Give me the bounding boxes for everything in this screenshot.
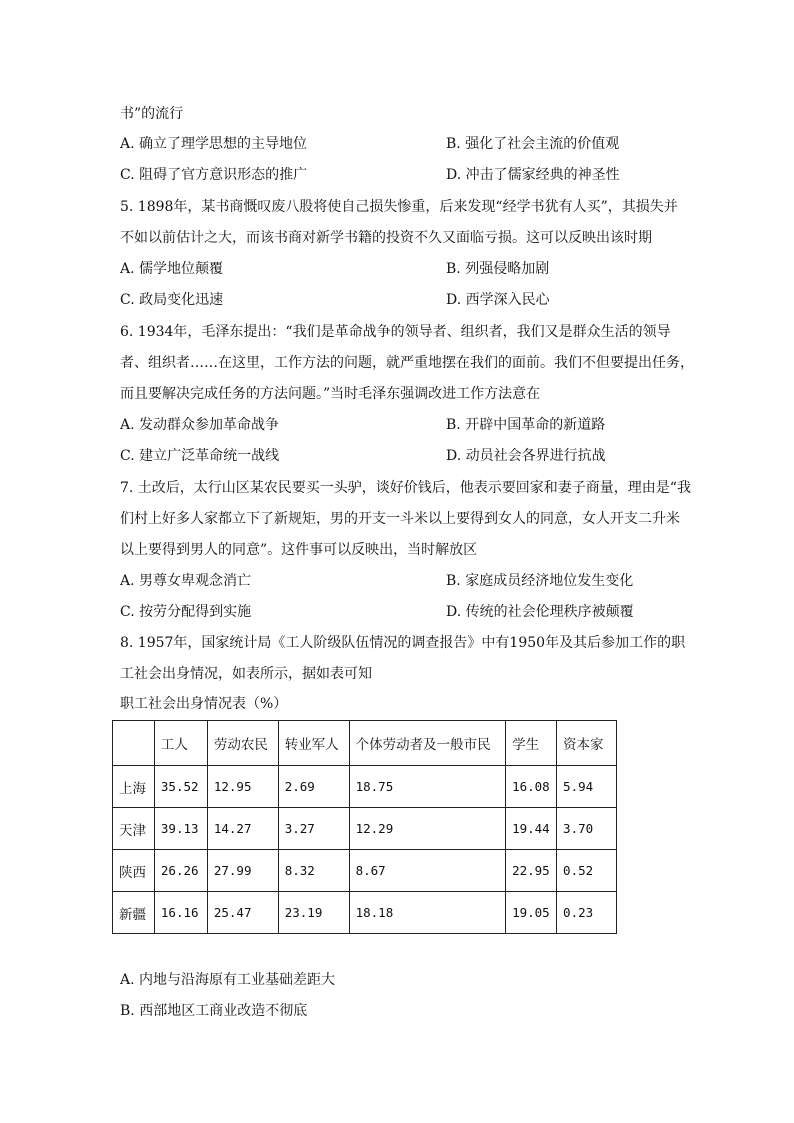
data-table bbox=[112, 720, 617, 934]
option-b: B. 强化了社会主流的价值观 bbox=[446, 136, 620, 152]
option-c: C. 阻碍了官方意识形态的推广 bbox=[120, 167, 308, 183]
table-cell: 18.18 bbox=[349, 892, 505, 934]
table-cell: 19.05 bbox=[506, 892, 557, 934]
question-8-line-1: 8. 1957年，国家统计局《工人阶级队伍情况的调查报告》中有1950年及其后参加工作的职 bbox=[120, 635, 686, 651]
question-7-line-3: 以上要得到男人的同意”。这件事可以反映出，当时解放区 bbox=[120, 542, 478, 558]
table-cell: 12.29 bbox=[349, 808, 505, 850]
question-7-line-1: 7. 土改后，太行山区某农民要买一头驴，谈好价钱后，他表示要回家和妻子商量，理由是“我 bbox=[120, 480, 691, 496]
table-cell: 18.75 bbox=[349, 766, 505, 808]
row-label: 天津 bbox=[113, 808, 155, 850]
header-cell: 工人 bbox=[154, 721, 207, 766]
table-cell: 27.99 bbox=[207, 850, 278, 892]
table-cell: 16.08 bbox=[506, 766, 557, 808]
option-d: D. 传统的社会伦理秩序被颠覆 bbox=[446, 604, 634, 620]
table-cell: 2.69 bbox=[278, 766, 349, 808]
option-c: C. 按劳分配得到实施 bbox=[120, 604, 252, 620]
option-a: A. 男尊女卑观念消亡 bbox=[120, 573, 252, 589]
question-5-line-2: 不如以前估计之大，而该书商对新学书籍的投资不久又面临亏损。这可以反映出该时期 bbox=[120, 230, 652, 246]
table-row bbox=[113, 850, 617, 892]
option-b: B. 列强侵略加剧 bbox=[446, 261, 550, 277]
row-label: 陕西 bbox=[113, 850, 155, 892]
text-line: 书”的流行 bbox=[120, 106, 184, 122]
table-row bbox=[113, 766, 617, 808]
table-cell: 22.95 bbox=[506, 850, 557, 892]
question-6-line-1: 6. 1934年，毛泽东提出：“我们是革命战争的领导者、组织者，我们又是群众生活的领导 bbox=[120, 324, 671, 340]
option-c: C. 政局变化迅速 bbox=[120, 292, 224, 308]
header-cell: 资本家 bbox=[557, 721, 617, 766]
table-row bbox=[113, 808, 617, 850]
question-7-line-2: 们村上好多人家都立下了新规矩，男的开支一斗米以上要得到女人的同意，女人开支二升米 bbox=[120, 511, 680, 527]
table-cell: 5.94 bbox=[557, 766, 617, 808]
table-cell: 14.27 bbox=[207, 808, 278, 850]
table-cell: 8.32 bbox=[278, 850, 349, 892]
table-row bbox=[113, 892, 617, 934]
table-cell: 3.27 bbox=[278, 808, 349, 850]
option-a: A. 发动群众参加革命战争 bbox=[120, 417, 280, 433]
row-label: 新疆 bbox=[113, 892, 155, 934]
option-d: D. 西学深入民心 bbox=[446, 292, 550, 308]
table-cell: 26.26 bbox=[154, 850, 207, 892]
table-cell: 35.52 bbox=[154, 766, 207, 808]
table-cell: 16.16 bbox=[154, 892, 207, 934]
option-d: D. 动员社会各界进行抗战 bbox=[446, 448, 606, 464]
table-cell: 8.67 bbox=[349, 850, 505, 892]
header-cell: 个体劳动者及一般市民 bbox=[349, 721, 505, 766]
table-header-row bbox=[113, 721, 617, 766]
header-cell: 学生 bbox=[506, 721, 557, 766]
table-cell: 0.52 bbox=[557, 850, 617, 892]
header-cell: 转业军人 bbox=[278, 721, 349, 766]
option-d: D. 冲击了儒家经典的神圣性 bbox=[446, 167, 620, 183]
option-a: A. 确立了理学思想的主导地位 bbox=[120, 136, 308, 152]
table-cell: 19.44 bbox=[506, 808, 557, 850]
table-cell: 3.70 bbox=[557, 808, 617, 850]
option-b: B. 西部地区工商业改造不彻底 bbox=[120, 1003, 308, 1019]
option-a: A. 儒学地位颠覆 bbox=[120, 261, 224, 277]
question-8-line-2: 工社会出身情况，如表所示，据如表可知 bbox=[120, 666, 372, 682]
header-cell bbox=[113, 721, 155, 766]
question-6-line-2: 者、组织者……在这里，工作方法的问题，就严重地摆在我们的面前。我们不但要提出任务， bbox=[120, 355, 694, 371]
option-c: C. 建立广泛革命统一战线 bbox=[120, 448, 280, 464]
question-6-line-3: 而且要解决完成任务的方法问题。”当时毛泽东强调改进工作方法意在 bbox=[120, 386, 541, 402]
question-5-line-1: 5. 1898年，某书商慨叹废八股将使自己损失惨重，后来发现“经学书犹有人买”，其损失并 bbox=[120, 199, 678, 215]
table-cell: 12.95 bbox=[207, 766, 278, 808]
table-cell: 39.13 bbox=[154, 808, 207, 850]
option-b: B. 开辟中国革命的新道路 bbox=[446, 417, 606, 433]
option-b: B. 家庭成员经济地位发生变化 bbox=[446, 573, 634, 589]
table-cell: 23.19 bbox=[278, 892, 349, 934]
table-cell: 25.47 bbox=[207, 892, 278, 934]
table-caption: 职工社会出身情况表（%） bbox=[120, 696, 288, 712]
row-label: 上海 bbox=[113, 766, 155, 808]
option-a: A. 内地与沿海原有工业基础差距大 bbox=[120, 972, 336, 988]
table-cell: 0.23 bbox=[557, 892, 617, 934]
header-cell: 劳动农民 bbox=[207, 721, 278, 766]
